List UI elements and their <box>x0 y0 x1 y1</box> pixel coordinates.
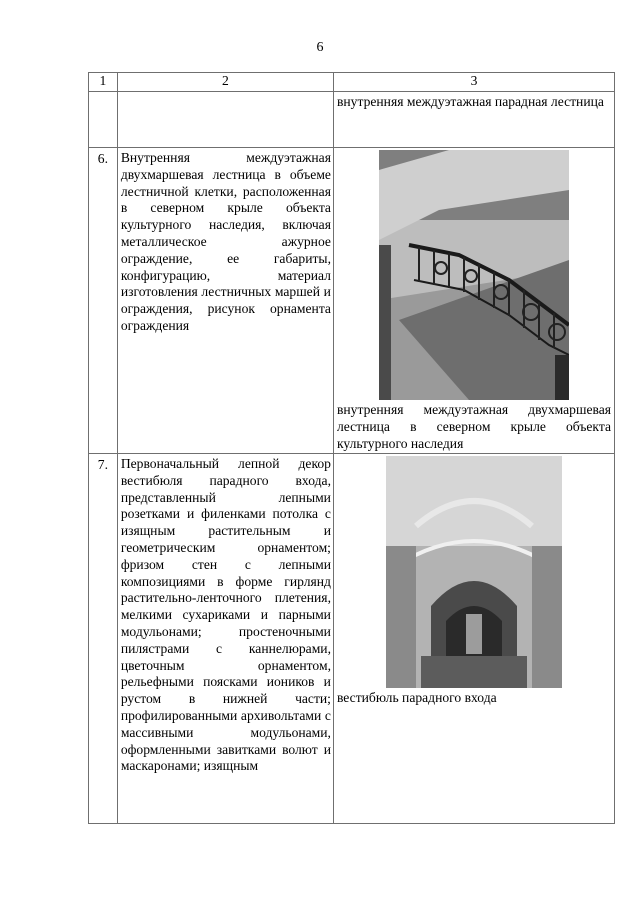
table-row <box>89 454 615 824</box>
row-number: 7. <box>89 454 118 824</box>
photo-caption: внутренняя междуэтажная двухмаршевая лестница в северном крыле объекта культурного наследия <box>336 402 611 451</box>
row-description <box>117 92 333 148</box>
header-col-1: 1 <box>89 73 118 92</box>
table-row <box>89 92 615 148</box>
heritage-table <box>88 72 615 824</box>
row-number <box>89 92 118 148</box>
row-description: Внутренняя междуэтажная двухмаршевая лестница в объеме лестничной клетки, расположенная в северном крыле объекта культурного наследия, включая металлическое ажурное ограждение, ее габариты, конфигурацию, материал изготовления лестничных маршей и ограждения, рисунок орнамента ограждения <box>117 148 333 454</box>
row-number: 6. <box>89 148 118 454</box>
photo-caption: внутренняя междуэтажная парадная лестница <box>336 94 604 109</box>
page-number: 6 <box>316 40 324 55</box>
row-media-cell <box>333 92 614 148</box>
row-description: Первоначальный лепной декор вестибюля парадного входа, представленный лепными розетками и филенками потолка с изящным растительным и геометрическим орнаментом; фризом стен с лепными композициями в форме гирлянд растительно-ленточного плетения, мелкими сухариками и парными модульонами; простеночными пилястрами с каннелюрами, цветочным орнаментом, рельефными поясками иоников и рустом в нижней части; профилированными архивольтами с массивными модульонами, оформленными завитками волют и маскаронами; изящным <box>117 454 333 824</box>
row-media-cell <box>333 454 614 824</box>
staircase-photo <box>379 150 569 400</box>
row-media-cell <box>333 148 614 454</box>
header-row <box>89 73 615 92</box>
photo-caption: вестибюль парадного входа <box>336 690 497 705</box>
vestibule-photo <box>386 456 562 688</box>
table-row <box>89 148 615 454</box>
header-col-3: 3 <box>333 73 614 92</box>
header-col-2: 2 <box>117 73 333 92</box>
